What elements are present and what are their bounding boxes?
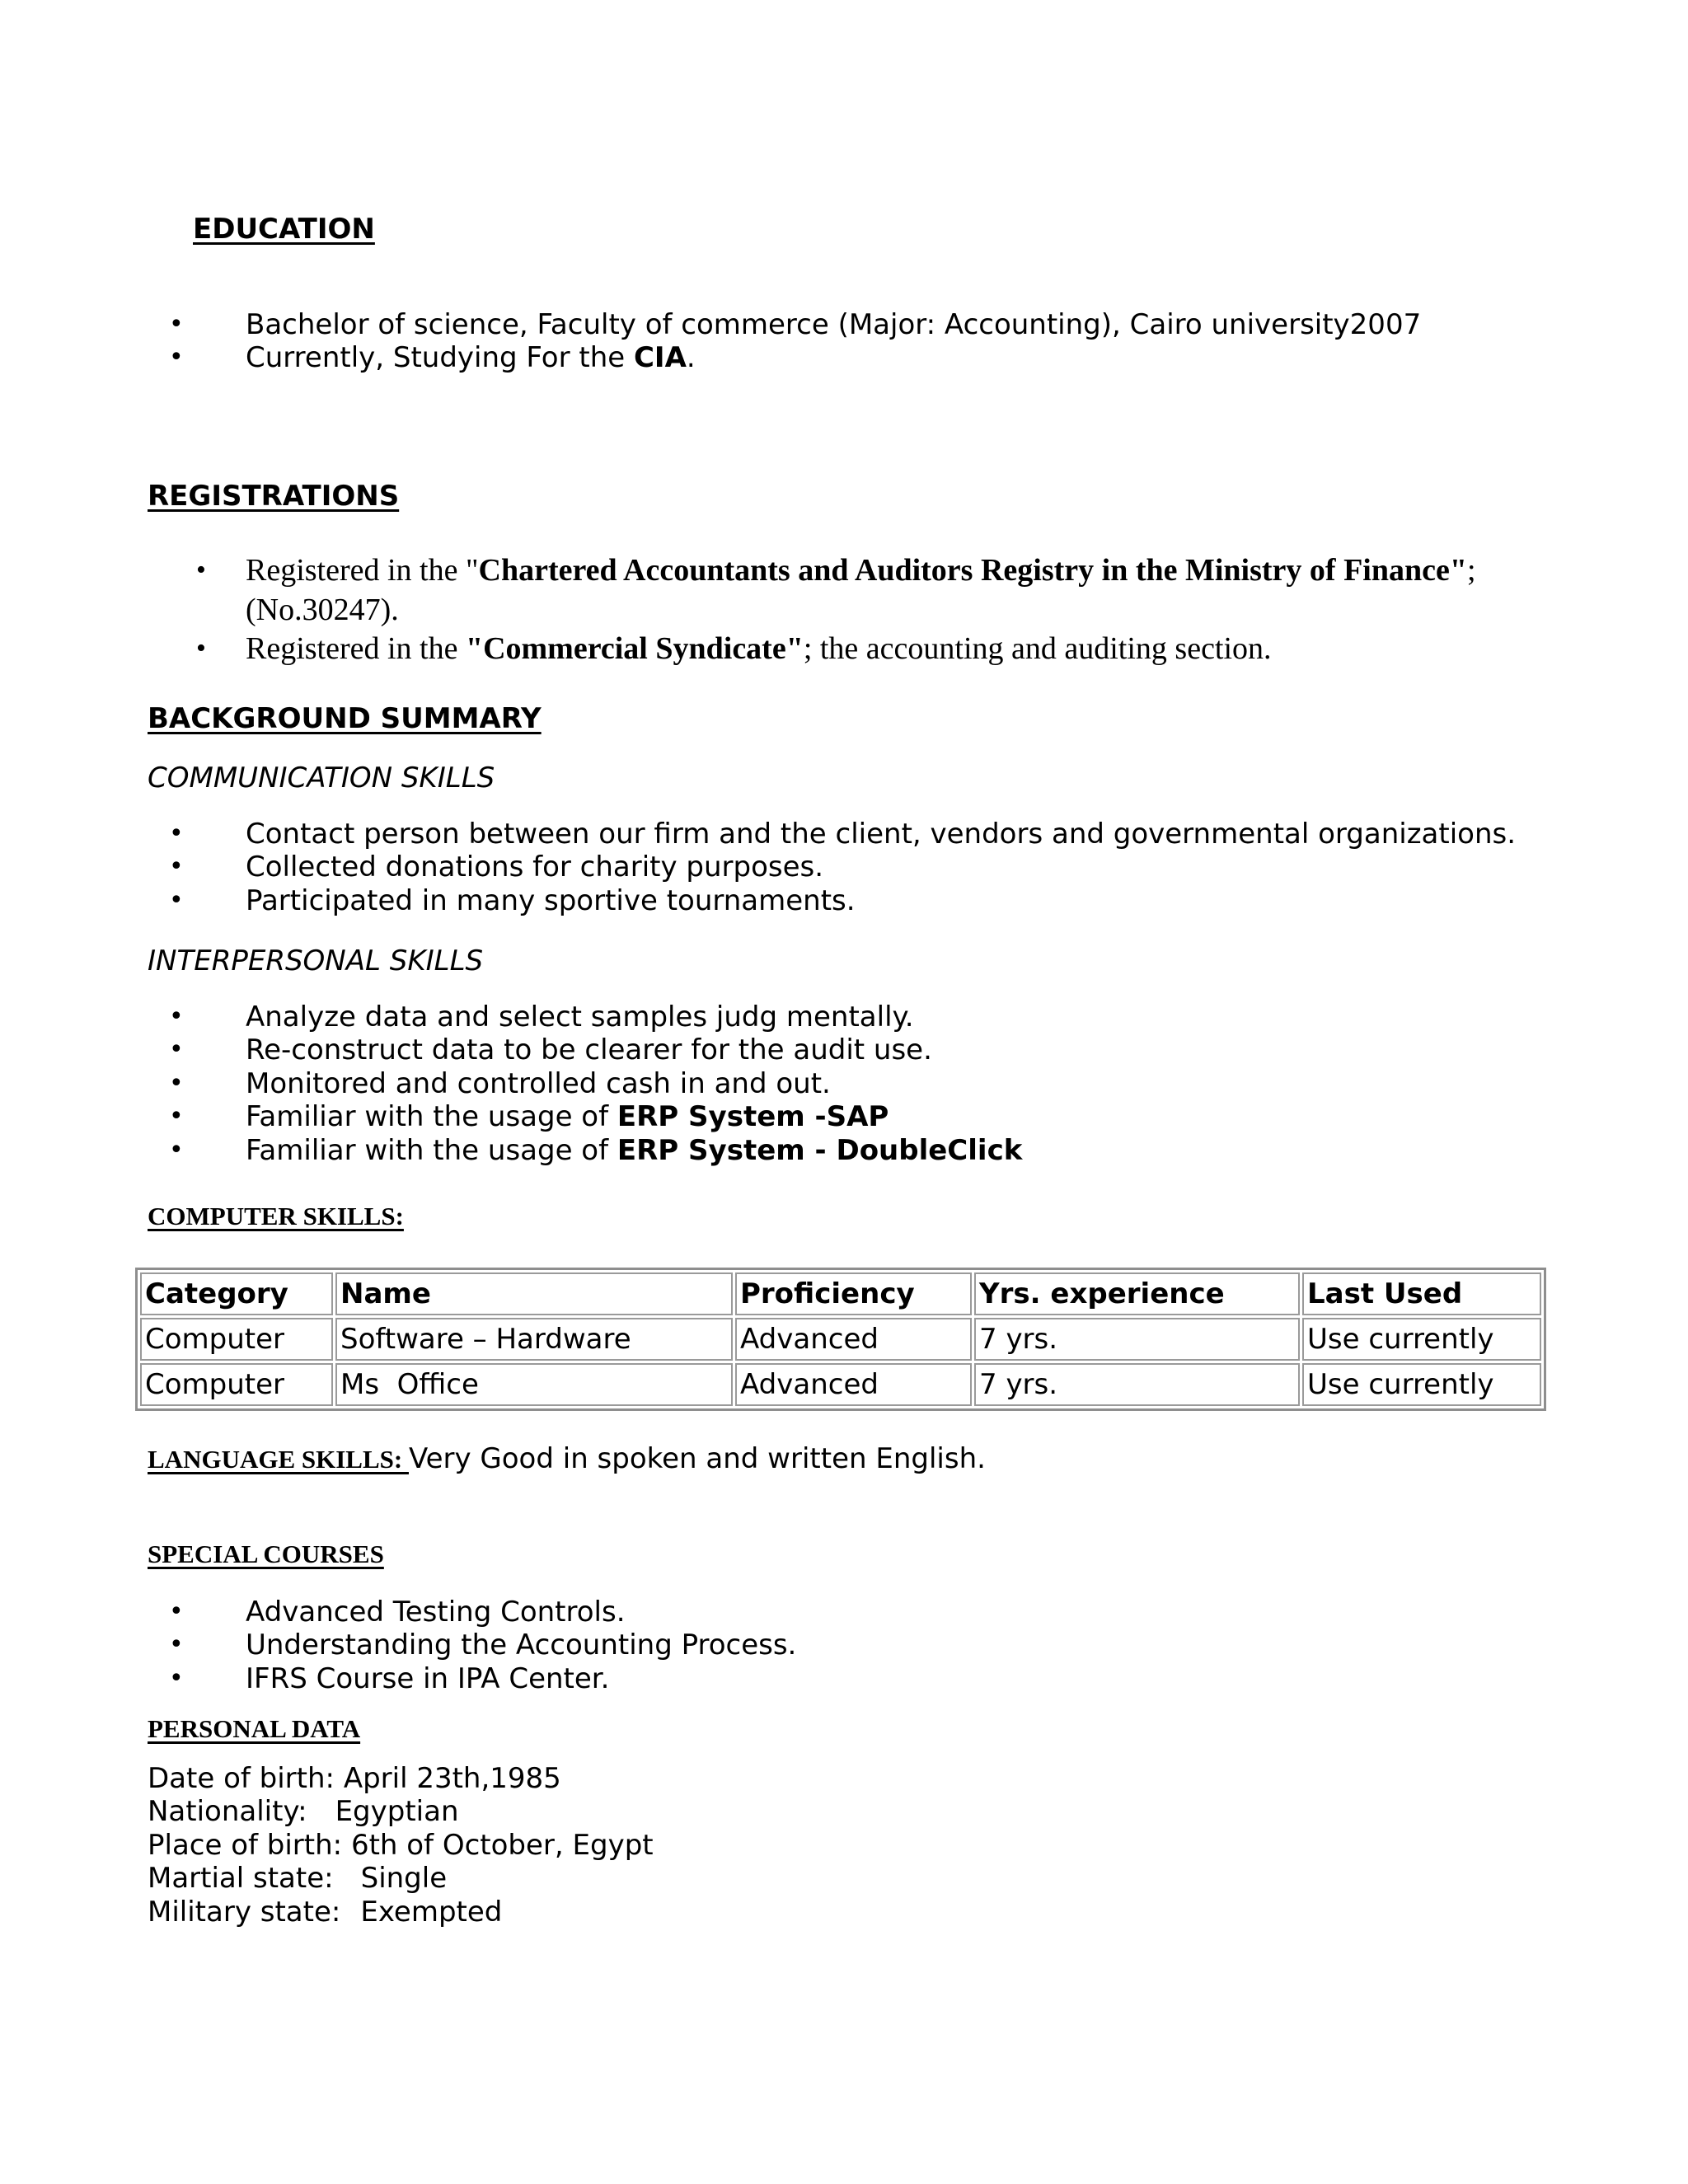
personal-data-row: Nationality: Egyptian <box>148 1795 459 1829</box>
column-header-proficiency: Proficiency <box>735 1272 972 1315</box>
list-item: • Collected donations for charity purposes. <box>169 851 824 884</box>
column-header-last-used: Last Used <box>1302 1272 1541 1315</box>
column-header-name: Name <box>335 1272 733 1315</box>
column-header-category: Category <box>140 1272 333 1315</box>
list-item: • Monitored and controlled cash in and out. <box>169 1066 831 1100</box>
bullet-icon: • <box>169 1002 184 1031</box>
table-cell: 7 yrs. <box>974 1318 1300 1361</box>
interpersonal-skills-title: INTERPERSONAL SKILLS <box>148 944 484 977</box>
bullet-icon: • <box>169 1102 184 1132</box>
table-cell: Use currently <box>1302 1363 1541 1406</box>
list-item: • Registered in the "Chartered Accountants and Auditors Registry in the Ministry of Finance"; (No.30247). <box>0 551 1540 630</box>
language-skills-label: LANGUAGE SKILLS: <box>148 1445 409 1474</box>
education-heading: EDUCATION <box>193 213 375 246</box>
table-header-row <box>140 1272 1541 1315</box>
education-list <box>0 308 1421 375</box>
personal-data-heading: PERSONAL DATA <box>148 1714 361 1743</box>
communication-skills-list <box>0 818 1516 917</box>
table-cell: Advanced <box>735 1363 972 1406</box>
list-item: • Contact person between our firm and the client, vendors and governmental organizations. <box>169 818 1517 851</box>
language-skills <box>148 1442 986 1475</box>
registrations-list <box>0 551 1540 668</box>
table-cell: Use currently <box>1302 1318 1541 1361</box>
bullet-icon: • <box>169 1135 184 1165</box>
personal-data <box>148 1762 654 1929</box>
special-courses-list <box>0 1596 796 1695</box>
communication-skills-title: COMMUNICATION SKILLS <box>148 762 495 794</box>
table-row <box>140 1363 1541 1406</box>
bullet-icon: • <box>169 1597 184 1626</box>
registrations-heading: REGISTRATIONS <box>148 480 400 513</box>
bullet-icon: • <box>196 555 206 585</box>
bullet-icon: • <box>169 343 184 373</box>
personal-data-row: Martial state: Single <box>148 1862 448 1896</box>
table-cell: Computer <box>140 1318 333 1361</box>
list-item: • Familiar with the usage of ERP System - DoubleClick <box>169 1133 1023 1167</box>
bullet-icon: • <box>169 1035 184 1065</box>
list-item: • IFRS Course in IPA Center. <box>169 1661 610 1695</box>
bullet-icon: • <box>196 633 206 663</box>
table-cell: Software – Hardware <box>335 1318 733 1361</box>
table-cell: Advanced <box>735 1318 972 1361</box>
bullet-icon: • <box>169 310 184 339</box>
list-item: • Analyze data and select samples judg mentally. <box>169 1001 914 1033</box>
bullet-icon: • <box>169 1068 184 1098</box>
column-header-yrs-experience: Yrs. experience <box>974 1272 1300 1315</box>
bullet-icon: • <box>169 1663 184 1693</box>
computer-skills-table <box>135 1268 1546 1411</box>
list-item: • Re-construct data to be clearer for the audit use. <box>169 1033 932 1067</box>
list-item: • Bachelor of science, Faculty of commerce (Major: Accounting), Cairo university2007 <box>169 308 1422 341</box>
table-cell: 7 yrs. <box>974 1363 1300 1406</box>
language-skills-value: Very Good in spoken and written English. <box>408 1442 986 1475</box>
background-summary-heading: BACKGROUND SUMMARY <box>148 702 542 735</box>
table-row <box>140 1318 1541 1361</box>
table-cell: Computer <box>140 1363 333 1406</box>
list-item: • Registered in the "Commercial Syndicate"; the accounting and auditing section. <box>0 629 1540 668</box>
list-item: • Participated in many sportive tournaments. <box>169 883 856 917</box>
list-item: • Currently, Studying For the CIA. <box>169 341 696 375</box>
bullet-icon: • <box>169 819 184 848</box>
computer-skills-heading: COMPUTER SKILLS: <box>148 1202 404 1230</box>
table-cell: Ms Office <box>335 1363 733 1406</box>
bullet-icon: • <box>169 1630 184 1660</box>
special-courses-heading: SPECIAL COURSES <box>148 1540 384 1568</box>
bullet-icon: • <box>169 885 184 915</box>
personal-data-row: Military state: Exempted <box>148 1895 503 1929</box>
bullet-icon: • <box>169 852 184 882</box>
list-item: • Familiar with the usage of ERP System -SAP <box>169 1100 889 1134</box>
personal-data-row: Place of birth: 6th of October, Egypt <box>148 1828 654 1862</box>
personal-data-row: Date of birth: April 23th,1985 <box>148 1762 561 1795</box>
interpersonal-skills-list <box>0 1001 1022 1167</box>
list-item: • Understanding the Accounting Process. <box>169 1629 797 1662</box>
list-item: • Advanced Testing Controls. <box>169 1596 626 1629</box>
